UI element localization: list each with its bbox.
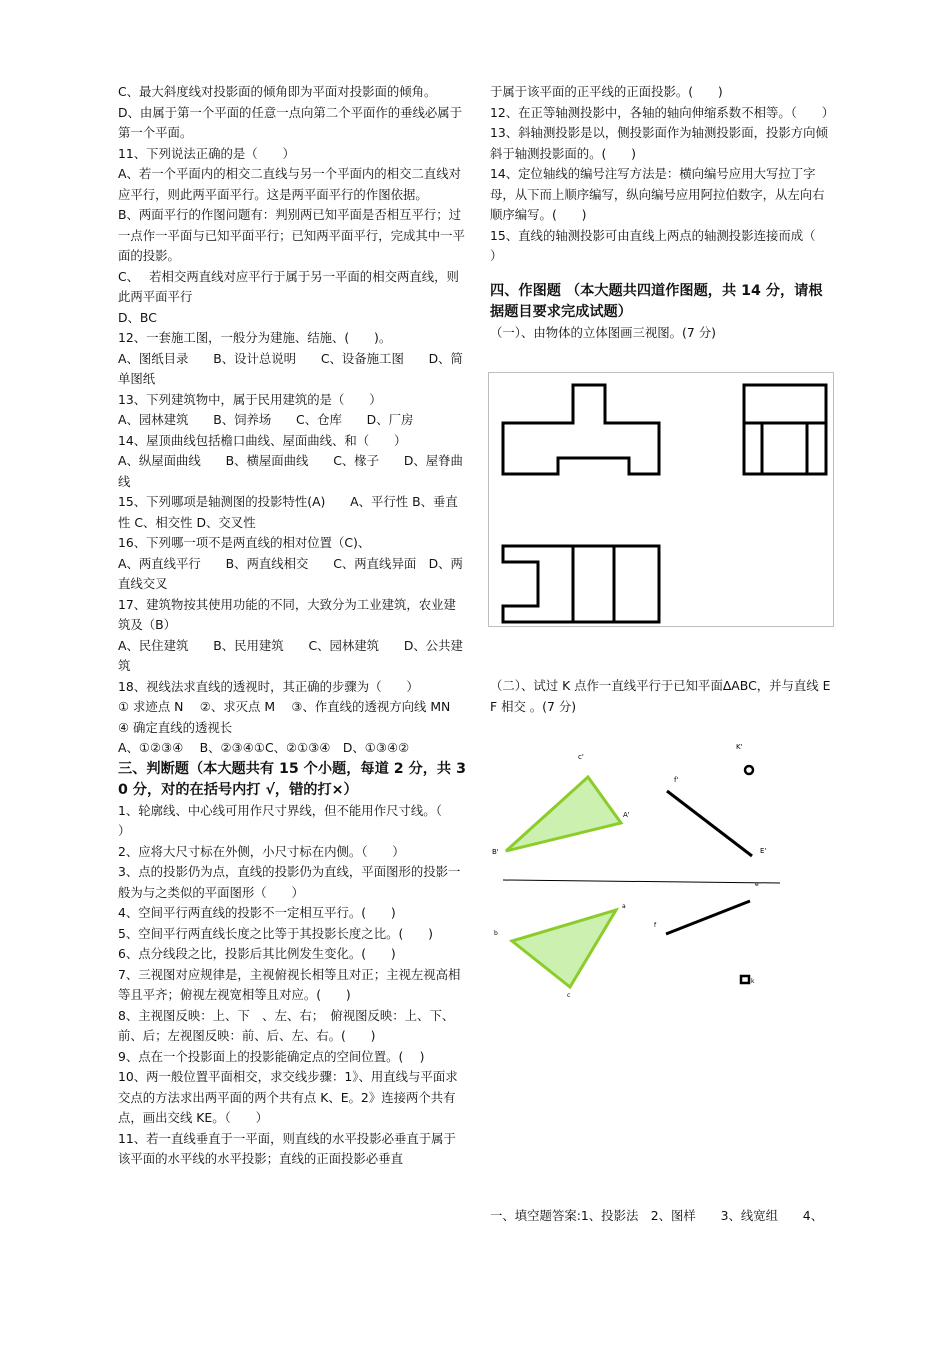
label-e-top: E' <box>760 847 767 855</box>
text-line: 17、建筑物按其使用功能的不同，大致分为工业建筑，农业建筑及（B） <box>118 596 456 632</box>
left-question-list <box>118 82 468 759</box>
label-c-bottom: c <box>567 992 571 999</box>
left-column <box>118 82 468 1170</box>
section3-list <box>118 801 468 1170</box>
section3-heading: 三、判断题（本大题共有 15 个小题，每道 2 分，共 30 分，对的在括号内打 √，错的打×） <box>118 760 466 798</box>
judgement-item: 13、斜轴测投影是以，侧投影面作为轴测投影面，投影方向倾斜于轴测投影面的。( ) <box>490 125 828 161</box>
text-line: B、两面平行的作图问题有：判别两已知平面是否相互平行；过一点作一平面与已知平面平行；已知两平面平行，完成其中一平面的投影。 <box>118 207 465 263</box>
label-f-bottom: f <box>654 922 657 929</box>
triangle-front-projection <box>506 777 621 851</box>
label-a-bottom: a <box>622 903 626 910</box>
triangle-horizontal-projection <box>512 910 616 987</box>
judgement-item: 2、应将大尺寸标在外侧，小尺寸标在内侧。（ ） <box>118 843 405 859</box>
three-view-figure <box>488 372 834 627</box>
text-line: A、园林建筑 B、饲养场 C、仓库 D、厂房 <box>118 412 414 427</box>
text-line: A、①②③④ B、②③④①C、②①③④ D、①③④② <box>118 740 410 755</box>
judgement-item: 15、直线的轴测投影可由直线上两点的轴测投影连接而成（ ） <box>490 227 841 263</box>
front-view <box>503 385 659 474</box>
judgement-item: 11、若一直线垂直于一平面，则直线的水平投影必垂直于属于该平面的水平线的水平投影；直线的正面投影必垂直 <box>118 1130 456 1166</box>
text-line: 14、屋顶曲线包括檐口曲线、屋面曲线、和（ ） <box>118 432 407 448</box>
side-view <box>744 385 826 474</box>
text-line: D、BC <box>118 309 157 325</box>
text-line: 11、下列说法正确的是（ ） <box>118 145 295 161</box>
text-line: A、图纸目录 B、设计总说明 C、设备施工图 D、简单图纸 <box>118 350 463 386</box>
point-k-horizontal <box>741 976 749 983</box>
projection-figure <box>488 735 786 1000</box>
right-column <box>490 82 841 343</box>
judgement-item: 于属于该平面的正平线的正面投影。( ) <box>490 84 723 99</box>
judgement-item: 4、空间平行两直线的投影不一定相互平行。( ) <box>118 905 396 920</box>
label-f-top: f' <box>674 776 679 784</box>
section4-subtitle-2: （二）、试过 K 点作一直线平行于已知平面ΔABC，并与直线 EF 相交 。(7 分) <box>490 678 831 714</box>
section4-heading: 四、作图题 （本大题共四道作图题，共 14 分，请根据题目要求完成试题） <box>490 282 823 320</box>
judgement-item: 10、两一般位置平面相交，求交线步骤：1》、用直线与平面求交点的方法求出两平面的两个共有点 K、E。2》连接两个共有点，画出交线 KE。（ ） <box>118 1069 458 1125</box>
text-line: 16、下列哪一项不是两直线的相对位置（C)、 <box>118 535 371 550</box>
text-line: 18、视线法求直线的透视时，其正确的步骤为（ ） <box>118 678 419 694</box>
judgement-item: 5、空间平行两直线长度之比等于其投影长度之比。( ) <box>118 925 433 941</box>
point-k-front <box>745 766 753 774</box>
judgement-item: 7、三视图对应规律是，主视俯视长相等且对正；主视左视高相等且平齐；俯视左视宽相等且对应。( ) <box>118 966 461 1002</box>
label-e-bottom: e <box>755 881 759 888</box>
text-line: 15、下列哪项是轴测图的投影特性(A) A、平行性 B、垂直性 C、相交性 D、交叉性 <box>118 494 458 530</box>
judgement-item: 9、点在一个投影面上的投影能确定点的空间位置。( ) <box>118 1048 425 1064</box>
judgement-item: 3、点的投影仍为点，直线的投影仍为直线，平面图形的投影一般为与之类似的平面图形（ ） <box>118 864 461 900</box>
three-view-drawing <box>489 373 833 626</box>
answer-line: 一、填空题答案:1、投影法 2、图样 3、线宽组 4、 <box>490 1208 824 1223</box>
label-a-top: A' <box>623 811 630 819</box>
label-k-bottom: k <box>751 978 755 985</box>
label-b-bottom: b <box>494 930 498 937</box>
projection-axis <box>503 880 780 883</box>
projection-drawing <box>488 735 786 1000</box>
text-line: 12、一套施工图，一般分为建施、结施、( )。 <box>118 330 392 345</box>
label-b-top: B' <box>492 848 499 856</box>
text-line: D、由属于第一个平面的任意一点向第二个平面作的垂线必属于第一个平面。 <box>118 104 463 140</box>
text-line: A、若一个平面内的相交二直线与另一个平面内的相交二直线对应平行，则此两平面平行。这是两平面平行的作图依据。 <box>118 166 462 202</box>
label-k-top: K' <box>736 743 743 751</box>
section4-subtitle-2-wrap <box>490 676 836 717</box>
line-fe-horizontal <box>666 901 750 934</box>
label-c-top: c' <box>578 753 584 761</box>
text-line: 13、下列建筑物中，属于民用建筑的是（ ） <box>118 391 382 407</box>
text-line: A、两直线平行 B、两直线相交 C、两直线异面 D、两直线交叉 <box>118 555 463 591</box>
judgement-item: 14、定位轴线的编号注写方法是：横向编号应用大写拉丁字母，从下而上顺序编写，纵向编号应用阿拉伯数字，从左向右顺序编写。( ) <box>490 166 825 222</box>
line-fe-front <box>667 791 752 856</box>
text-line: ① 求迹点 N ②、求灭点 M ③、作直线的透视方向线 MN ④ 确定直线的透视长 <box>118 699 463 735</box>
text-line: C、 若相交两直线对应平行于属于另一平面的相交两直线，则此两平面平行 <box>118 268 459 304</box>
judgement-item: 12、在正等轴测投影中，各轴的轴向伸缩系数不相等。（ ） <box>490 104 835 120</box>
judgement-item: 8、主视图反映：上、下 、左、右； 俯视图反映：上、下、前、后；左视图反映：前、后、左、右。( ) <box>118 1007 455 1043</box>
judgement-item: 1、轮廓线、中心线可用作尺寸界线，但不能用作尺寸线。（ ） <box>118 802 467 838</box>
text-line: C、最大斜度线对投影面的倾角即为平面对投影面的倾角。 <box>118 84 437 99</box>
section4-subtitle-1: （一）、由物体的立体图画三视图。(7 分) <box>490 324 716 340</box>
top-view <box>503 546 659 622</box>
judgement-item: 6、点分线段之比，投影后其比例发生变化。( ) <box>118 946 396 961</box>
text-line: A、民住建筑 B、民用建筑 C、园林建筑 D、公共建筑 <box>118 637 463 673</box>
text-line: A、纵屋面曲线 B、横屋面曲线 C、椽子 D、屋脊曲线 <box>118 453 463 489</box>
